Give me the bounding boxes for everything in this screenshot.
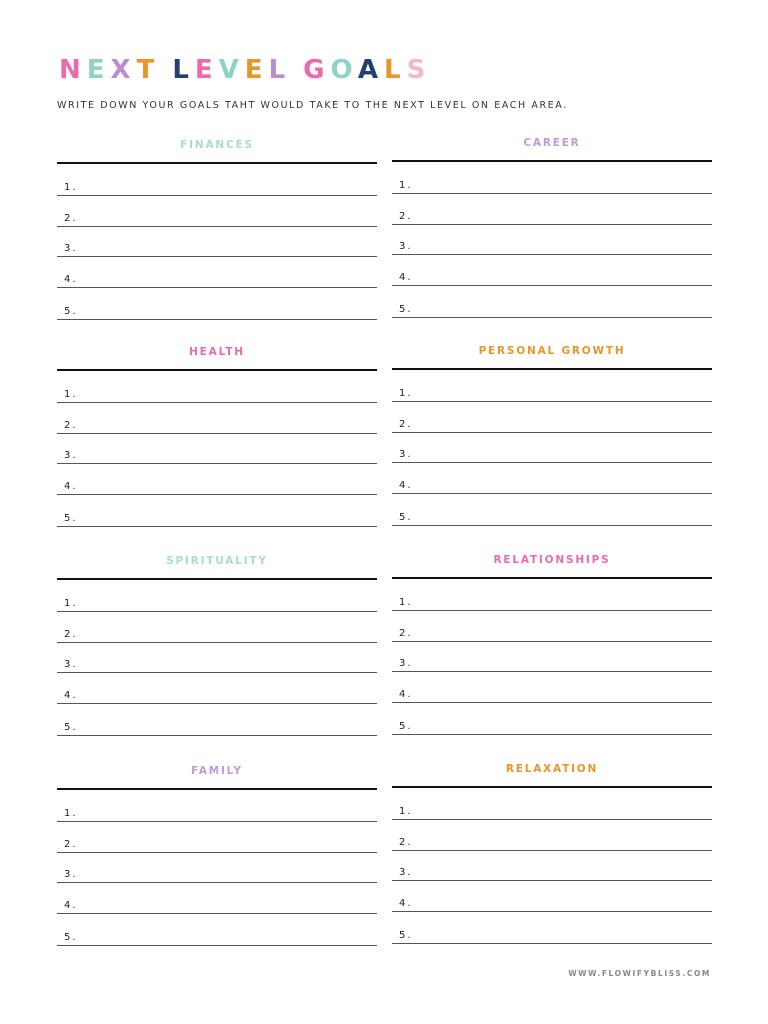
goal-number: 4.	[64, 481, 78, 492]
writing-line	[392, 401, 712, 402]
goal-line	[392, 496, 712, 526]
goal-number: 1.	[64, 808, 78, 819]
goal-line	[392, 403, 712, 433]
writing-line	[57, 526, 377, 527]
section-personal-growth	[392, 345, 712, 535]
section-divider	[57, 369, 377, 371]
goal-number: 1.	[64, 598, 78, 609]
goal-number: 3.	[64, 659, 78, 670]
goal-number: 1.	[399, 597, 413, 608]
goal-line	[57, 706, 377, 736]
title-letter: V	[218, 55, 245, 85]
goal-line	[57, 465, 377, 495]
section-title: SPIRITUALITY	[166, 555, 268, 567]
goal-line	[392, 288, 712, 318]
goal-number: 3.	[64, 243, 78, 254]
goal-number: 3.	[64, 869, 78, 880]
goal-line	[57, 197, 377, 227]
section-divider	[392, 160, 712, 162]
writing-line	[392, 702, 712, 703]
writing-line	[392, 819, 712, 820]
writing-line	[392, 943, 712, 944]
goal-number: 4.	[399, 689, 413, 700]
goal-line	[392, 164, 712, 194]
goal-line	[57, 853, 377, 883]
goal-line	[392, 612, 712, 642]
section-title: CAREER	[523, 137, 581, 149]
title-letter: A	[357, 55, 385, 85]
goal-line	[57, 884, 377, 914]
writing-line	[392, 880, 712, 881]
writing-line	[392, 911, 712, 912]
goal-line	[57, 674, 377, 704]
goal-line	[57, 227, 377, 257]
goal-number: 5.	[399, 304, 413, 315]
goal-line	[392, 256, 712, 286]
writing-line	[392, 254, 712, 255]
goal-line	[57, 916, 377, 946]
goal-line	[57, 373, 377, 403]
title-letter: X	[110, 55, 137, 85]
section-finances	[57, 139, 377, 329]
writing-line	[57, 735, 377, 736]
goal-line	[392, 882, 712, 912]
goal-number: 4.	[64, 900, 78, 911]
title-letter: L	[384, 55, 407, 85]
section-divider	[57, 162, 377, 164]
page-title	[59, 52, 431, 88]
goal-line	[57, 643, 377, 673]
goal-number: 3.	[399, 449, 413, 460]
writing-line	[57, 195, 377, 196]
writing-line	[57, 287, 377, 288]
section-divider	[392, 786, 712, 788]
title-letter: N	[59, 55, 87, 85]
goal-line	[57, 434, 377, 464]
goal-line	[57, 166, 377, 196]
title-letter: T	[136, 55, 161, 85]
title-letter: L	[268, 55, 292, 85]
writing-line	[57, 402, 377, 403]
goal-number: 5.	[64, 306, 78, 317]
goal-line	[392, 673, 712, 703]
section-career	[392, 137, 712, 327]
goal-number: 4.	[399, 272, 413, 283]
goal-line	[392, 642, 712, 672]
goal-number: 5.	[399, 721, 413, 732]
goal-line	[57, 823, 377, 853]
goal-line	[392, 705, 712, 735]
section-title: RELAXATION	[505, 763, 599, 775]
writing-line	[57, 913, 377, 914]
writing-line	[392, 462, 712, 463]
goal-number: 5.	[64, 932, 78, 943]
goal-number: 1.	[399, 180, 413, 191]
goal-number: 3.	[64, 450, 78, 461]
goal-number: 4.	[64, 274, 78, 285]
section-health	[57, 346, 377, 536]
section-divider	[392, 368, 712, 370]
goal-line	[392, 225, 712, 255]
goal-number: 2.	[399, 419, 413, 430]
goal-number: 2.	[399, 628, 413, 639]
title-letter: L	[172, 55, 195, 85]
title-letter: E	[194, 55, 219, 85]
goal-line	[392, 790, 712, 820]
section-divider	[57, 788, 377, 790]
goal-line	[57, 258, 377, 288]
title-letter: O	[330, 55, 358, 85]
section-title: FAMILY	[191, 765, 243, 777]
section-relaxation	[392, 763, 712, 953]
goal-number: 1.	[64, 389, 78, 400]
section-family	[57, 765, 377, 955]
goal-number: 2.	[64, 839, 78, 850]
writing-line	[57, 945, 377, 946]
page-instructions: WRITE DOWN YOUR GOALS TAHT WOULD TAKE TO THE NEXT LEVEL ON EACH AREA.	[57, 100, 568, 111]
goal-number: 2.	[399, 211, 413, 222]
goal-number: 5.	[399, 512, 413, 523]
title-letter: S	[406, 55, 432, 85]
title-letter: E	[86, 55, 111, 85]
section-spirituality	[57, 555, 377, 745]
goal-number: 4.	[399, 898, 413, 909]
writing-line	[57, 821, 377, 822]
goal-line	[57, 582, 377, 612]
goal-line	[392, 581, 712, 611]
goal-number: 5.	[64, 722, 78, 733]
goal-line	[392, 195, 712, 225]
goal-line	[57, 613, 377, 643]
goal-number: 4.	[399, 480, 413, 491]
section-title: RELATIONSHIPS	[493, 554, 611, 566]
goal-number: 3.	[399, 867, 413, 878]
writing-line	[57, 494, 377, 495]
goal-number: 1.	[64, 182, 78, 193]
writing-line	[392, 734, 712, 735]
goal-number: 1.	[399, 388, 413, 399]
goal-number: 2.	[64, 629, 78, 640]
writing-line	[392, 285, 712, 286]
goal-line	[392, 464, 712, 494]
goal-number: 2.	[64, 213, 78, 224]
goal-number: 5.	[64, 513, 78, 524]
writing-line	[57, 703, 377, 704]
goal-number: 3.	[399, 658, 413, 669]
goal-line	[392, 433, 712, 463]
section-title: FINANCES	[180, 139, 254, 151]
goal-line	[57, 290, 377, 320]
writing-line	[57, 256, 377, 257]
goal-number: 5.	[399, 930, 413, 941]
writing-line	[392, 525, 712, 526]
section-divider	[392, 577, 712, 579]
writing-line	[57, 882, 377, 883]
section-title: PERSONAL GROWTH	[478, 345, 626, 357]
goal-line	[57, 497, 377, 527]
goal-number: 2.	[399, 837, 413, 848]
goal-line	[57, 404, 377, 434]
goal-line	[392, 372, 712, 402]
goal-line	[57, 792, 377, 822]
writing-line	[392, 610, 712, 611]
goal-number: 3.	[399, 241, 413, 252]
goal-line	[392, 914, 712, 944]
goal-number: 2.	[64, 420, 78, 431]
writing-line	[57, 672, 377, 673]
goal-number: 4.	[64, 690, 78, 701]
title-letter: E	[244, 55, 269, 85]
writing-line	[392, 671, 712, 672]
writing-line	[392, 317, 712, 318]
writing-line	[57, 611, 377, 612]
writing-line	[392, 193, 712, 194]
goal-line	[392, 851, 712, 881]
goal-line	[392, 821, 712, 851]
section-divider	[57, 578, 377, 580]
goal-number: 1.	[399, 806, 413, 817]
writing-line	[57, 319, 377, 320]
website-footer: WWW.FLOWIFYBLISS.COM	[568, 969, 711, 978]
section-title: HEALTH	[189, 346, 245, 358]
writing-line	[57, 463, 377, 464]
writing-line	[392, 493, 712, 494]
section-relationships	[392, 554, 712, 744]
title-letter: G	[303, 55, 331, 85]
